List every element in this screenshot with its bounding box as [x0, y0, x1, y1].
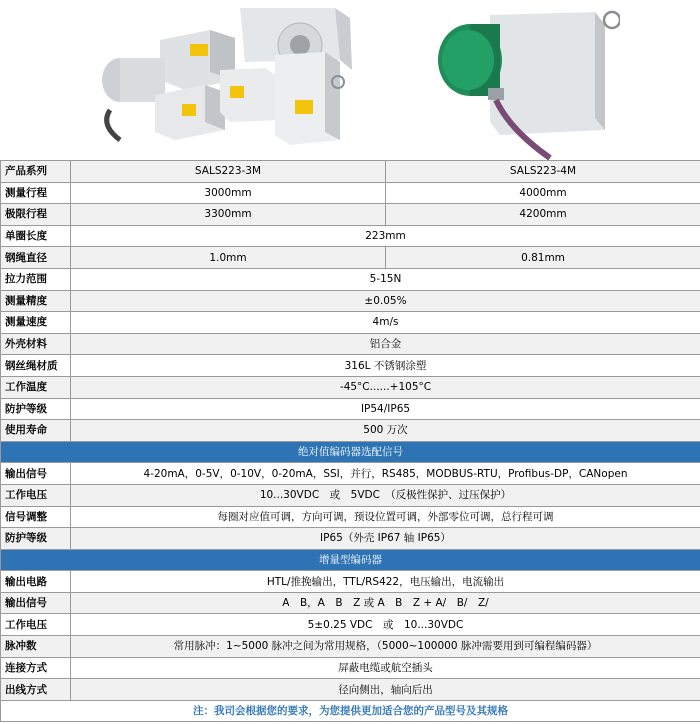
row-label: 外壳材料	[1, 333, 71, 355]
product-photo-left	[90, 0, 360, 160]
value-cell: -45°C......+105°C	[71, 376, 700, 398]
row-label: 测量精度	[1, 290, 71, 312]
value-cell: 4000mm	[386, 182, 700, 204]
table-row	[1, 312, 700, 334]
value-cell: IP54/IP65	[71, 398, 700, 420]
table-row	[1, 268, 700, 290]
row-label: 工作电压	[1, 614, 71, 636]
table-row	[1, 225, 700, 247]
value-cell: 4-20mA，0-5V，0-10V，0-20mA，SSI，并行，RS485，MODBUS-RTU，Profibus-DP，CANopen	[71, 463, 700, 485]
table-row	[1, 571, 700, 593]
value-cell: 500 万次	[71, 420, 700, 442]
table-row	[1, 376, 700, 398]
value-cell: 5-15N	[71, 268, 700, 290]
value-cell: 3300mm	[71, 204, 386, 226]
table-row	[1, 506, 700, 528]
spec-table	[0, 160, 700, 722]
value-cell: 316L 不锈钢涂塑	[71, 355, 700, 377]
table-row	[1, 247, 700, 269]
row-label: 产品系列	[1, 161, 71, 183]
value-cell: 5±0.25 VDC 或 10...30VDC	[71, 614, 700, 636]
value-cell: 0.81mm	[386, 247, 700, 269]
product-photos	[0, 0, 700, 160]
section-header-absolute	[1, 441, 700, 463]
value-cell: 4200mm	[386, 204, 700, 226]
value-cell: 屏蔽电缆或航空插头	[71, 657, 700, 679]
row-label: 使用寿命	[1, 420, 71, 442]
value-cell: 常用脉冲：1~5000 脉冲之间为常用规格，（5000~100000 脉冲需要用到可编程编码器）	[71, 636, 700, 658]
section-title: 绝对值编码器选配信号	[1, 441, 700, 463]
table-row	[1, 420, 700, 442]
row-label: 输出信号	[1, 463, 71, 485]
value-cell: 3000mm	[71, 182, 386, 204]
row-label: 钢绳直径	[1, 247, 71, 269]
table-row	[1, 290, 700, 312]
row-label: 连接方式	[1, 657, 71, 679]
row-label: 拉力范围	[1, 268, 71, 290]
row-label: 脉冲数	[1, 636, 71, 658]
row-label: 单圈长度	[1, 225, 71, 247]
table-row	[1, 463, 700, 485]
table-row	[1, 161, 700, 183]
product-photo-right	[420, 0, 620, 160]
table-row	[1, 333, 700, 355]
row-label: 输出信号	[1, 592, 71, 614]
value-cell: HTL/推挽输出，TTL/RS422，电压输出，电流输出	[71, 571, 700, 593]
table-row	[1, 182, 700, 204]
table-row	[1, 636, 700, 658]
row-label: 出线方式	[1, 679, 71, 701]
value-cell: 4m/s	[71, 312, 700, 334]
table-row	[1, 398, 700, 420]
section-header-incremental	[1, 549, 700, 571]
table-row	[1, 484, 700, 506]
table-row	[1, 204, 700, 226]
value-cell: 径向侧出，轴向后出	[71, 679, 700, 701]
note-row	[1, 700, 700, 722]
row-label: 测量行程	[1, 182, 71, 204]
section-title: 增量型编码器	[1, 549, 700, 571]
row-label: 防护等级	[1, 528, 71, 550]
value-cell: 223mm	[71, 225, 700, 247]
value-cell: 每圈对应值可调，方向可调，预设位置可调，外部零位可调，总行程可调	[71, 506, 700, 528]
row-label: 防护等级	[1, 398, 71, 420]
value-cell: 10...30VDC 或 5VDC （反极性保护、过压保护）	[71, 484, 700, 506]
value-cell: 铝合金	[71, 333, 700, 355]
value-cell: IP65（外壳 IP67 轴 IP65）	[71, 528, 700, 550]
row-label: 工作电压	[1, 484, 71, 506]
table-row	[1, 592, 700, 614]
row-label: 钢丝绳材质	[1, 355, 71, 377]
value-cell: A B，A B Z 或 A B Z + A/ B/ Z/	[71, 592, 700, 614]
model-cell: SALS223-4M	[386, 161, 700, 183]
table-row	[1, 355, 700, 377]
value-cell: 1.0mm	[71, 247, 386, 269]
table-row	[1, 614, 700, 636]
table-row	[1, 679, 700, 701]
row-label: 工作温度	[1, 376, 71, 398]
table-row	[1, 528, 700, 550]
row-label: 信号调整	[1, 506, 71, 528]
note-text: 注：我司会根据您的要求，为您提供更加适合您的产品型号及其规格	[1, 700, 700, 722]
value-cell: ±0.05%	[71, 290, 700, 312]
table-row	[1, 657, 700, 679]
row-label: 测量速度	[1, 312, 71, 334]
model-cell: SALS223-3M	[71, 161, 386, 183]
row-label: 极限行程	[1, 204, 71, 226]
row-label: 输出电路	[1, 571, 71, 593]
